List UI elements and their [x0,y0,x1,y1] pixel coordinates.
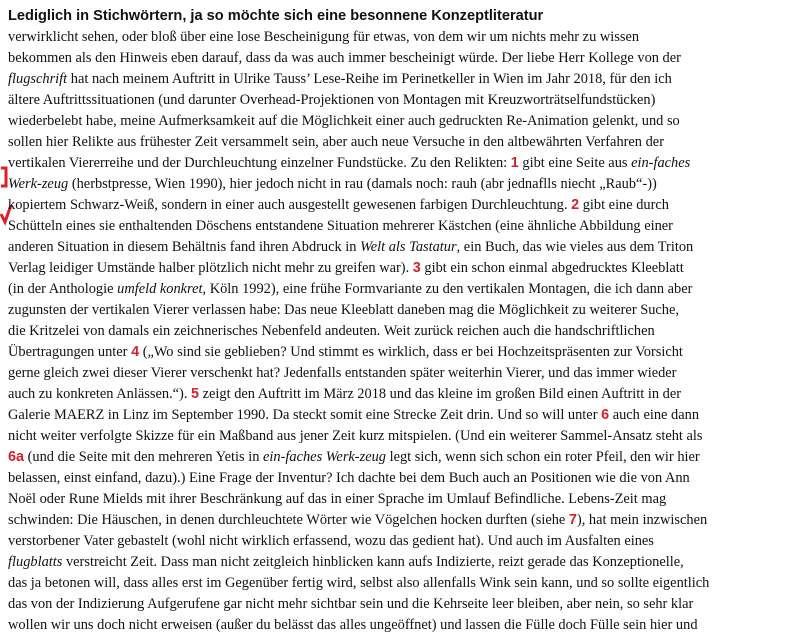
text-line [8,384,798,405]
text-line [8,615,798,636]
text-segment: zeigt den Auftritt im März 2018 und das kleine im großen Bild einen Auftritt in der [199,386,682,402]
text-segment: das von der Indizierung Aufgerufene gar nicht mehr sichtbar sein und die Kehrseite leer bleiben, aber nein, so sehr klar [8,596,694,612]
text-segment: (und die Seite mit den mehreren Yetis in [24,449,264,465]
text-segment: sollen hier Relikte aus frühester Zeit versammelt sein, aber auch neue Versuche in den altbewährten Verfahren der [8,134,664,150]
text-segment: gibt eine Seite aus [518,155,632,171]
text-line [8,90,798,111]
text-segment: bekommen als den Hinweis eben darauf, dass da was auch immer bescheinigt würde. Der liebe Herr Kollege von der [8,50,681,66]
text-segment: anderen Situation in diesem Behältnis fand ihren Abdruck in [8,239,361,255]
figure-number: 6a [8,449,25,465]
figure-number: 1 [510,155,519,171]
text-segment: wiederbelebt habe, meine Aufmerksamkeit auf die Möglichkeit einer auch gedruckten Re-Animation gelenkt, und so [8,113,680,129]
text-line [8,300,798,321]
text-line [8,489,798,510]
text-line [8,174,798,195]
text-line [8,111,798,132]
text-segment: die Kritzelei von damals ein zeichnerisches Nebenfeld andeuten. Weit zurück reichen auch die handschriftlichen [8,323,655,339]
text-line [8,363,798,384]
text-segment: nicht weiter verfolgte Skizze für ein Maßband aus jener Zeit kurz mitspielen. (Und ein weiterer Sammel-Ansatz steht als [8,428,703,444]
text-line [8,258,798,279]
text-segment: Verlag leidiger Umstände halber plötzlich nicht mehr zu greifen war). [8,260,413,276]
text-segment: hat nach meinem Auftritt in Ulrike Tauss’ Lese-Reihe im Perinetkeller in Wien im Jahr 2018, für den ich [67,71,672,87]
figure-number: 6 [601,407,610,423]
text-segment: legt sich, wenn sich schon ein roter Pfeil, den wir hier [385,449,700,465]
italic-title: umfeld konkret [117,281,203,297]
text-segment: Galerie MAERZ in Linz im September 1990. Da steckt somit eine Strecke Zeit drin. Und so will unter [8,407,602,423]
text-segment: ältere Auftrittssituationen (und darunter Overhead-Projektionen von Montagen mit Kreuzworträtselfundstücken) [8,92,656,108]
text-segment: (herbstpresse, Wien 1990), hier jedoch nicht in rau (damals noch: rauh (abr jednaflls niecht „Raub“-)) [68,176,657,192]
figure-number: 7 [568,512,577,528]
text-segment: vertikalen Viererreihe und der Durchleuchtung einzelner Fundstücke. Zu den Relikten: [8,155,511,171]
text-segment: gibt eine durch [579,197,670,213]
text-segment: Schütteln eines sie enthaltenden Döschens entstandene Situation mehrerer Kästchen (eine ähnliche Abbildung einer [8,218,673,234]
text-line [8,69,798,90]
document-body [8,27,798,636]
text-segment: verstreicht Zeit. Dass man nicht zeitgleich hinblicken kann aufs Indizierte, reizt gerade das Konzeptionelle, [62,554,684,570]
text-line [8,195,798,216]
text-line [8,321,798,342]
italic-title: Welt als Tastatur [360,239,457,255]
text-segment: ), hat mein inzwischen [576,512,708,528]
text-line [8,132,798,153]
text-line [8,48,798,69]
text-line [8,342,798,363]
text-segment: , ein Buch, das wie vieles aus dem Triton [456,239,694,255]
text-line [8,27,798,48]
text-segment: (in der Anthologie [8,281,118,297]
text-line [8,426,798,447]
text-segment: verwirklicht sehen, oder bloß über eine lose Bescheinigung für etwas, von dem wir um nichts mehr zu wissen [8,29,640,45]
text-segment: auch eine dann [609,407,700,423]
text-line [8,447,798,468]
text-line [8,510,798,531]
text-segment: kopiertem Schwarz-Weiß, sondern in einer auch ausgestellt gewesenen farbigen Durchleuchtung. [8,197,572,213]
text-segment: , Köln 1992), eine frühe Formvariante zu den vertikalen Montagen, die ich dann aber [202,281,693,297]
text-line [8,468,798,489]
italic-title: ein-faches [631,155,691,171]
figure-number: 3 [412,260,421,276]
italic-title: ein-faches Werk-zeug [263,449,386,465]
text-segment: auch zu konkreten Anlässen.“). [8,386,192,402]
text-line [8,552,798,573]
text-segment: verstorbener Vater gebastelt (wohl nicht wirklich erfassend, wozu das gedient hat). Und auch im Ausfalten eines [8,533,654,549]
text-segment: gerne gleich zwei dieser Vierer verschenkt hat? Jedenfalls entstanden später weiterhin Vierer, und das immer wieder [8,365,677,381]
text-line [8,531,798,552]
text-line [8,153,798,174]
text-segment: das ja betonen will, dass alles erst im Gegenüber fertig wird, selbst also allenfalls Wink sein kann, und so sollte eigentlich [8,575,710,591]
italic-title: flugblatts [8,554,63,570]
text-segment: Übertragungen unter [8,344,132,360]
text-line [8,573,798,594]
text-line [8,405,798,426]
figure-number: 2 [571,197,580,213]
red-bracket-mark [1,168,6,186]
text-line [8,279,798,300]
italic-title: flugschrift [8,71,68,87]
text-segment: zugunsten der vertikalen Vierer verlassen habe: Das neue Kleeblatt daneben mag die Möglichkeit zu weiterer Suche, [8,302,679,318]
text-segment: wollen wir uns doch nicht erweisen (außer du belässt das alles ungeöffnet) und lassen die Fülle doch Fülle sein hier und [8,617,698,633]
document-title: Lediglich in Stichwörtern, ja so möchte sich eine besonnene Konzeptliteratur [8,8,544,24]
text-segment: gibt ein schon einmal abgedrucktes Kleeblatt [420,260,684,276]
figure-number: 4 [131,344,140,360]
text-segment: belassen, einst einfand, dazu).) Eine Frage der Inventur? Ich dachte bei dem Buch auch an Positionen wie die von Ann [8,470,690,486]
text-segment: schwinden: Die Häuschen, in denen durchleuchtete Wörter wie Vögelchen hocken durften (siehe [8,512,569,528]
text-line [8,594,798,615]
italic-title: Werk-zeug [8,176,69,192]
text-segment: („Wo sind sie geblieben? Und stimmt es wirklich, dass er bei Hochzeitspräsenten zur Vorsicht [139,344,683,360]
text-line [8,237,798,258]
figure-number: 5 [191,386,200,402]
text-segment: Noël oder Rune Mields mit ihrer Beschränkung auf das in einer Sprache im Umlauf Befindliche. Lebens-Zeit mag [8,491,667,507]
text-line [8,216,798,237]
